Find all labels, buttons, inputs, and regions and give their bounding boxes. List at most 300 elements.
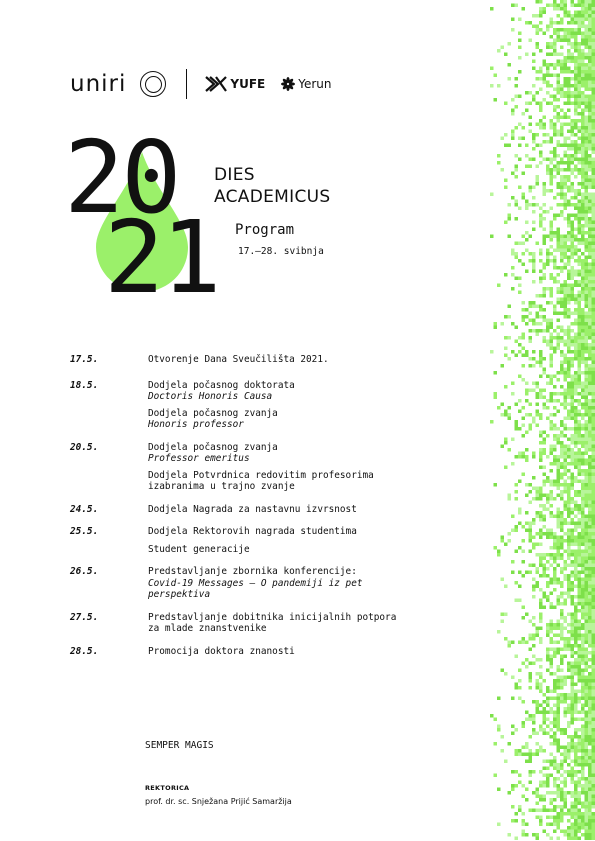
pixel-cell	[550, 361, 554, 365]
pixel-cell	[515, 277, 519, 281]
pixel-cell	[543, 238, 547, 242]
pixel-cell	[557, 511, 561, 515]
pixel-cell	[585, 665, 589, 669]
pixel-cell	[543, 714, 547, 718]
pixel-cell	[508, 214, 512, 218]
pixel-cell	[539, 77, 543, 81]
pixel-cell	[536, 585, 540, 589]
pixel-cell	[532, 595, 536, 599]
pixel-cell	[546, 417, 550, 421]
pixel-cell	[536, 32, 540, 36]
pixel-cell	[546, 648, 550, 652]
pixel-cell	[571, 721, 575, 725]
pixel-cell	[550, 343, 554, 347]
pixel-cell	[585, 210, 589, 214]
pixel-cell	[557, 669, 561, 673]
pixel-cell	[588, 298, 592, 302]
pixel-cell	[564, 399, 568, 403]
pixel-cell	[543, 760, 547, 764]
pixel-cell	[536, 102, 540, 106]
pixel-cell	[550, 753, 554, 757]
pixel-cell	[567, 382, 571, 386]
pixel-cell	[592, 32, 595, 36]
pixel-cell	[585, 483, 589, 487]
pixel-cell	[564, 333, 568, 337]
pixel-cell	[529, 329, 533, 333]
pixel-cell	[553, 95, 557, 99]
pixel-cell	[553, 571, 557, 575]
pixel-cell	[515, 749, 519, 753]
pixel-cell	[574, 228, 578, 232]
pixel-cell	[522, 753, 526, 757]
pixel-cell	[515, 354, 519, 358]
pixel-cell	[564, 641, 568, 645]
pixel-cell	[588, 802, 592, 806]
pixel-cell	[557, 539, 561, 543]
pixel-cell	[522, 574, 526, 578]
pixel-cell	[515, 403, 519, 407]
pixel-cell	[557, 693, 561, 697]
pixel-cell	[536, 791, 540, 795]
pixel-cell	[581, 581, 585, 585]
pixel-cell	[564, 490, 568, 494]
pixel-cell	[585, 532, 589, 536]
pixel-cell	[581, 564, 585, 568]
pixel-cell	[560, 571, 564, 575]
pixel-cell	[581, 644, 585, 648]
pixel-cell	[588, 74, 592, 78]
pixel-cell	[553, 655, 557, 659]
pixel-cell	[515, 154, 519, 158]
pixel-cell	[574, 158, 578, 162]
pixel-cell	[574, 322, 578, 326]
pixel-cell	[581, 711, 585, 715]
pixel-cell	[508, 336, 512, 340]
pixel-cell	[529, 116, 533, 120]
pixel-cell	[574, 245, 578, 249]
pixel-cell	[522, 700, 526, 704]
pixel-cell	[585, 700, 589, 704]
pixel-cell	[571, 497, 575, 501]
pixel-cell	[585, 396, 589, 400]
pixel-cell	[560, 655, 564, 659]
pixel-cell	[539, 224, 543, 228]
pixel-cell	[522, 560, 526, 564]
pixel-cell	[532, 158, 536, 162]
pixel-cell	[560, 305, 564, 309]
pixel-cell	[557, 823, 561, 827]
pixel-cell	[494, 396, 498, 400]
pixel-cell	[578, 676, 582, 680]
pixel-cell	[532, 14, 536, 18]
pixel-cell	[543, 294, 547, 298]
pixel-cell	[581, 263, 585, 267]
pixel-cell	[553, 235, 557, 239]
pixel-cell	[592, 480, 595, 484]
pixel-cell	[578, 249, 582, 253]
pixel-cell	[592, 830, 595, 834]
pixel-cell	[504, 53, 508, 57]
pixel-cell	[564, 193, 568, 197]
pixel-cell	[581, 690, 585, 694]
pixel-cell	[539, 588, 543, 592]
pixel-cell	[592, 277, 595, 281]
pixel-cell	[571, 620, 575, 624]
pixel-cell	[571, 644, 575, 648]
pixel-cell	[585, 168, 589, 172]
pixel-cell	[588, 109, 592, 113]
pixel-cell	[529, 189, 533, 193]
pixel-cell	[585, 546, 589, 550]
pixel-cell	[592, 711, 595, 715]
pixel-cell	[529, 490, 533, 494]
pixel-cell	[560, 543, 564, 547]
pixel-cell	[585, 826, 589, 830]
pixel-cell	[553, 0, 557, 4]
pixel-cell	[571, 473, 575, 477]
pixel-cell	[581, 137, 585, 141]
pixel-cell	[574, 609, 578, 613]
pixel-cell	[557, 235, 561, 239]
pixel-cell	[525, 200, 529, 204]
pixel-cell	[581, 231, 585, 235]
pixel-cell	[571, 403, 575, 407]
pixel-cell	[578, 728, 582, 732]
pixel-cell	[571, 553, 575, 557]
pixel-cell	[581, 732, 585, 736]
pixel-cell	[585, 427, 589, 431]
pixel-cell	[564, 301, 568, 305]
pixel-cell	[578, 742, 582, 746]
pixel-cell	[585, 494, 589, 498]
pixel-cell	[574, 571, 578, 575]
pixel-cell	[557, 557, 561, 561]
pixel-cell	[581, 280, 585, 284]
pixel-cell	[515, 455, 519, 459]
pixel-cell	[574, 420, 578, 424]
pixel-cell	[539, 770, 543, 774]
pixel-cell	[578, 550, 582, 554]
pixel-cell	[571, 364, 575, 368]
pixel-cell	[539, 728, 543, 732]
pixel-cell	[574, 214, 578, 218]
pixel-cell	[578, 434, 582, 438]
pixel-cell	[518, 805, 522, 809]
pixel-cell	[567, 697, 571, 701]
pixel-cell	[567, 95, 571, 99]
pixel-cell	[560, 182, 564, 186]
pixel-cell	[522, 616, 526, 620]
pixel-cell	[581, 361, 585, 365]
pixel-cell	[546, 326, 550, 330]
pixel-cell	[578, 525, 582, 529]
pixel-cell	[511, 515, 515, 519]
pixel-cell	[553, 133, 557, 137]
pixel-cell	[571, 770, 575, 774]
pixel-cell	[553, 438, 557, 442]
pixel-cell	[581, 756, 585, 760]
pixel-cell	[592, 214, 595, 218]
pixel-cell	[546, 833, 550, 837]
pixel-cell	[539, 109, 543, 113]
pixel-cell	[532, 623, 536, 627]
pixel-cell	[546, 630, 550, 634]
pixel-cell	[553, 543, 557, 547]
pixel-cell	[592, 588, 595, 592]
pixel-cell	[543, 189, 547, 193]
pixel-cell	[529, 235, 533, 239]
pixel-cell	[553, 777, 557, 781]
pixel-cell	[585, 256, 589, 260]
pixel-cell	[553, 249, 557, 253]
pixel-cell	[564, 294, 568, 298]
pixel-cell	[511, 784, 515, 788]
pixel-cell	[504, 466, 508, 470]
schedule-day	[70, 526, 430, 555]
pixel-cell	[553, 105, 557, 109]
pixel-cell	[546, 581, 550, 585]
pixel-cell	[567, 109, 571, 113]
pixel-cell	[585, 231, 589, 235]
pixel-cell	[571, 343, 575, 347]
pixel-cell	[578, 571, 582, 575]
pixel-cell	[557, 473, 561, 477]
pixel-cell	[588, 571, 592, 575]
pixel-cell	[557, 812, 561, 816]
pixel-cell	[567, 91, 571, 95]
pixel-cell	[511, 266, 515, 270]
pixel-cell	[571, 186, 575, 190]
pixel-cell	[536, 182, 540, 186]
pixel-cell	[539, 497, 543, 501]
pixel-cell	[585, 326, 589, 330]
pixel-cell	[546, 567, 550, 571]
pixel-cell	[581, 494, 585, 498]
pixel-cell	[532, 714, 536, 718]
pixel-cell	[592, 833, 595, 837]
pixel-cell	[511, 249, 515, 253]
pixel-cell	[525, 154, 529, 158]
pixel-cell	[585, 452, 589, 456]
pixel-cell	[539, 14, 543, 18]
pixel-cell	[564, 616, 568, 620]
pixel-cell	[529, 749, 533, 753]
pixel-cell	[553, 130, 557, 134]
pixel-cell	[557, 105, 561, 109]
pixel-cell	[564, 697, 568, 701]
pixel-cell	[522, 473, 526, 477]
pixel-cell	[574, 728, 578, 732]
pixel-cell	[518, 781, 522, 785]
pixel-cell	[529, 536, 533, 540]
pixel-cell	[536, 46, 540, 50]
pixel-cell	[581, 294, 585, 298]
pixel-cell	[553, 424, 557, 428]
pixel-cell	[574, 382, 578, 386]
pixel-cell	[592, 623, 595, 627]
pixel-cell	[553, 406, 557, 410]
day-date: 25.5.	[70, 526, 99, 537]
pixel-cell	[588, 823, 592, 827]
pixel-cell	[515, 326, 519, 330]
pixel-cell	[553, 805, 557, 809]
pixel-cell	[581, 207, 585, 211]
pixel-cell	[553, 88, 557, 92]
pixel-cell	[529, 424, 533, 428]
pixel-cell	[522, 434, 526, 438]
pixel-cell	[557, 333, 561, 337]
pixel-cell	[553, 732, 557, 736]
pixel-cell	[564, 812, 568, 816]
pixel-cell	[567, 452, 571, 456]
pixel-cell	[560, 158, 564, 162]
pixel-cell	[560, 431, 564, 435]
pixel-cell	[560, 420, 564, 424]
pixel-cell	[585, 620, 589, 624]
pixel-cell	[550, 655, 554, 659]
pixel-cell	[585, 35, 589, 39]
pixel-cell	[592, 431, 595, 435]
pixel-cell	[536, 0, 540, 4]
pixel-cell	[557, 767, 561, 771]
pixel-cell	[504, 760, 508, 764]
pixel-cell	[592, 686, 595, 690]
pixel-cell	[511, 462, 515, 466]
pixel-cell	[560, 658, 564, 662]
pixel-cell	[592, 791, 595, 795]
pixel-cell	[508, 417, 512, 421]
pixel-cell	[581, 518, 585, 522]
pixel-cell	[550, 504, 554, 508]
pixel-cell	[564, 312, 568, 316]
pixel-cell	[557, 581, 561, 585]
pixel-cell	[522, 525, 526, 529]
pixel-cell	[581, 396, 585, 400]
pixel-cell	[553, 98, 557, 102]
pixel-cell	[522, 126, 526, 130]
pixel-cell	[574, 144, 578, 148]
pixel-cell	[585, 39, 589, 43]
pixel-cell	[536, 175, 540, 179]
pixel-cell	[501, 536, 505, 540]
pixel-cell	[529, 809, 533, 813]
pixel-cell	[592, 417, 595, 421]
year-top-digits: 20	[64, 119, 179, 236]
pixel-cell	[588, 130, 592, 134]
pixel-cell	[592, 396, 595, 400]
pixel-cell	[504, 413, 508, 417]
pixel-cell	[557, 553, 561, 557]
pixel-cell	[588, 144, 592, 148]
pixel-cell	[490, 420, 494, 424]
pixel-cell	[550, 690, 554, 694]
pixel-cell	[567, 301, 571, 305]
pixel-cell	[585, 98, 589, 102]
pixel-cell	[588, 137, 592, 141]
pixel-cell	[567, 32, 571, 36]
pixel-cell	[588, 490, 592, 494]
pixel-cell	[588, 434, 592, 438]
pixel-cell	[511, 805, 515, 809]
pixel-cell	[567, 81, 571, 85]
pixel-cell	[581, 802, 585, 806]
event-dates: 17.–28. svibnja	[238, 246, 324, 257]
pixel-cell	[543, 784, 547, 788]
pixel-cell	[585, 760, 589, 764]
pixel-cell	[585, 389, 589, 393]
pixel-cell	[553, 28, 557, 32]
pixel-cell	[564, 81, 568, 85]
pixel-cell	[560, 242, 564, 246]
pixel-cell	[550, 452, 554, 456]
pixel-cell	[571, 28, 575, 32]
pixel-cell	[553, 413, 557, 417]
pixel-cell	[574, 102, 578, 106]
pixel-cell	[550, 375, 554, 379]
pixel-cell	[539, 144, 543, 148]
pixel-cell	[588, 833, 592, 837]
pixel-cell	[574, 70, 578, 74]
pixel-cell	[532, 203, 536, 207]
pixel-cell	[522, 364, 526, 368]
pixel-cell	[564, 455, 568, 459]
pixel-cell	[592, 497, 595, 501]
pixel-cell	[529, 662, 533, 666]
pixel-cell	[592, 564, 595, 568]
pixel-cell	[581, 767, 585, 771]
pixel-cell	[592, 697, 595, 701]
pixel-cell	[560, 581, 564, 585]
pixel-cell	[557, 88, 561, 92]
pixel-cell	[532, 770, 536, 774]
pixel-cell	[588, 700, 592, 704]
pixel-cell	[574, 672, 578, 676]
pixel-cell	[588, 525, 592, 529]
pixel-cell	[571, 686, 575, 690]
pixel-cell	[585, 203, 589, 207]
pixel-cell	[546, 476, 550, 480]
pixel-cell	[543, 518, 547, 522]
pixel-cell	[567, 357, 571, 361]
pixel-cell	[578, 189, 582, 193]
pixel-cell	[567, 315, 571, 319]
pixel-cell	[571, 476, 575, 480]
pixel-cell	[557, 392, 561, 396]
pixel-cell	[529, 165, 533, 169]
pixel-cell	[560, 816, 564, 820]
pixel-cell	[567, 746, 571, 750]
pixel-cell	[564, 102, 568, 106]
pixel-cell	[532, 389, 536, 393]
pixel-cell	[564, 417, 568, 421]
pixel-cell	[539, 798, 543, 802]
pixel-cell	[494, 718, 498, 722]
pixel-cell	[592, 508, 595, 512]
pixel-cell	[581, 553, 585, 557]
pixel-cell	[567, 637, 571, 641]
pixel-cell	[588, 403, 592, 407]
pixel-cell	[543, 679, 547, 683]
pixel-cell	[571, 690, 575, 694]
pixel-cell	[494, 483, 498, 487]
pixel-cell	[578, 781, 582, 785]
pixel-cell	[567, 588, 571, 592]
pixel-cell	[578, 312, 582, 316]
pixel-cell	[546, 781, 550, 785]
pixel-cell	[578, 294, 582, 298]
pixel-cell	[515, 175, 519, 179]
pixel-cell	[578, 25, 582, 29]
